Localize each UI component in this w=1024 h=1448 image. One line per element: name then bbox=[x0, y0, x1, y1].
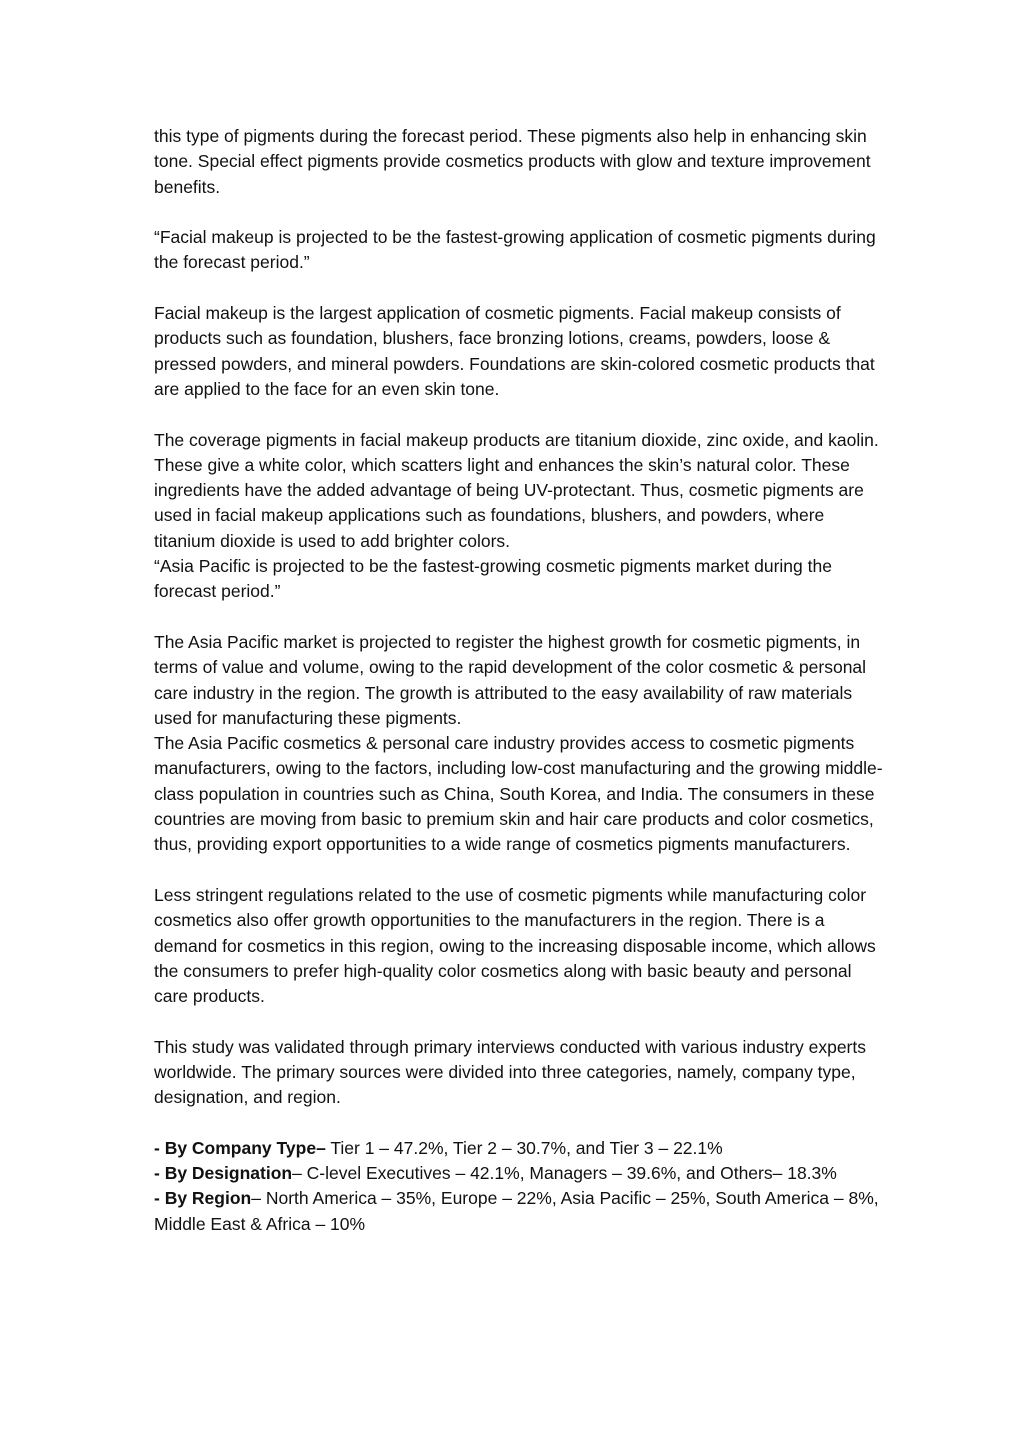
breakdown-label: - By Designation bbox=[154, 1163, 293, 1184]
breakdown-label: - By Region bbox=[154, 1188, 252, 1209]
breakdown-text: – C-level Executives – 42.1%, Managers – 39.6%, and Others– 18.3% bbox=[292, 1163, 837, 1184]
quote-facial-makeup: “Facial makeup is projected to be the fastest-growing application of cosmetic pigments during the forecast period.” bbox=[154, 227, 876, 273]
primary-sources-breakdown bbox=[154, 1136, 884, 1237]
quote-asia-pacific: “Asia Pacific is projected to be the fastest-growing cosmetic pigments market during the forecast period.” bbox=[154, 556, 832, 602]
paragraph-regulations: Less stringent regulations related to the use of cosmetic pigments while manufacturing color cosmetics also offer growth opportunities to the manufacturers in the region. There is a demand for cosmetics in this region, owing to the increasing disposable income, which allows the consumers to prefer high-quality color cosmetics along with basic beauty and personal care products. bbox=[154, 884, 876, 1007]
breakdown-region bbox=[154, 1186, 884, 1237]
paragraph-pigments-intro: this type of pigments during the forecast period. These pigments also help in enhancing skin tone. Special effect pigments provide cosmetics products with glow and texture improvement benefits. bbox=[154, 126, 871, 197]
document-page bbox=[154, 124, 884, 1237]
breakdown-designation bbox=[154, 1161, 884, 1186]
breakdown-text: Tier 1 – 47.2%, Tier 2 – 30.7%, and Tier 3 – 22.1% bbox=[325, 1137, 723, 1158]
breakdown-company-type bbox=[154, 1136, 884, 1161]
paragraph-asia-pacific-industry: The Asia Pacific cosmetics & personal care industry provides access to cosmetic pigments manufacturers, owing to the factors, including low-cost manufacturing and the growing middle-class population in countries such as China, South Korea, and India. The consumers in these countries are moving from basic to premium skin and hair care products and color cosmetics, thus, providing export opportunities to a wide range of cosmetics pigments manufacturers. bbox=[154, 733, 883, 855]
breakdown-text: – North America – 35%, Europe – 22%, Asia Pacific – 25%, South America – 8%, Middle East & Africa – 10% bbox=[154, 1188, 879, 1234]
paragraph-facial-makeup: Facial makeup is the largest application of cosmetic pigments. Facial makeup consists of products such as foundation, blushers, face bronzing lotions, creams, powders, loose & pressed powders, and mineral powders. Foundations are skin-colored cosmetic products that are applied to the face for an even skin tone. bbox=[154, 303, 875, 399]
paragraph-study-validation: This study was validated through primary interviews conducted with various industry experts worldwide. The primary sources were divided into three categories, namely, company type, designation, and region. bbox=[154, 1036, 866, 1108]
paragraph-asia-pacific-market: The Asia Pacific market is projected to register the highest growth for cosmetic pigments, in terms of value and volume, owing to the rapid development of the color cosmetic & personal care industry in the region. The growth is attributed to the easy availability of raw materials used for manufacturing these pigments. bbox=[154, 631, 867, 728]
paragraph-coverage-pigments: The coverage pigments in facial makeup products are titanium dioxide, zinc oxide, and kaolin. These give a white color, which scatters light and enhances the skin’s natural color. These ingredients have the added advantage of being UV-protectant. Thus, cosmetic pigments are used in facial makeup applications such as foundations, blushers, and powders, where titanium dioxide is used to add brighter colors. bbox=[154, 429, 879, 551]
breakdown-label: - By Company Type– bbox=[154, 1137, 326, 1158]
